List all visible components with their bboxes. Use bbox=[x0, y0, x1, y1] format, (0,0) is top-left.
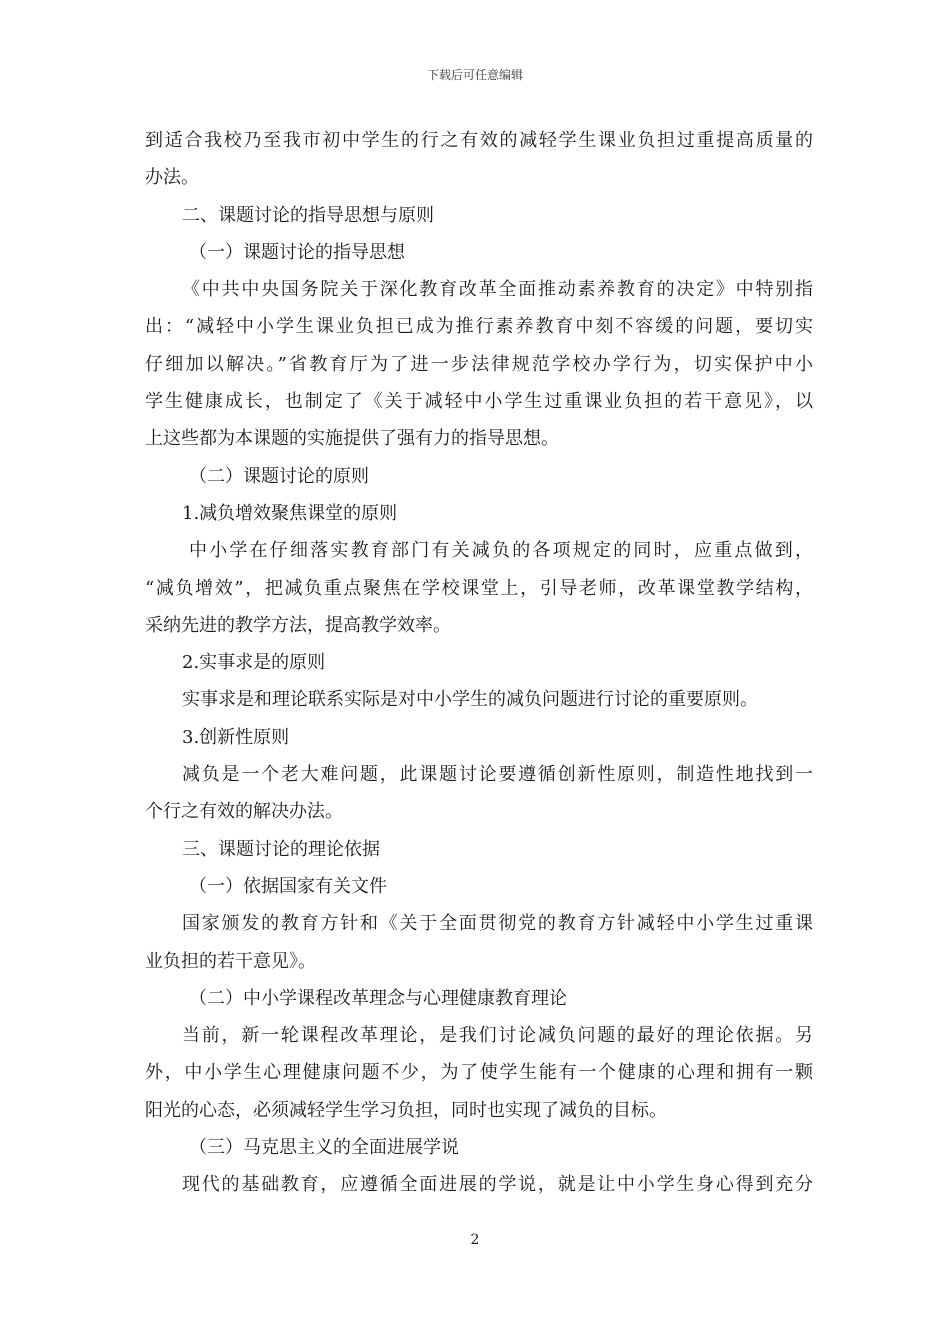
text-line: 采纳先进的教学方法，提高教学效率。 bbox=[145, 614, 451, 636]
text-line: “减负增效”，把减负重点聚焦在学校课堂上，引导老师，改革课堂教学结构， bbox=[145, 577, 813, 599]
text-line: 学生健康成长，也制定了《关于减轻中小学生过重课业负担的若干意见》，以 bbox=[145, 391, 813, 413]
text-line: （二）中小学课程改革理念与心理健康教育理论 bbox=[189, 987, 567, 1009]
text-line: （三）马克思主义的全面进展学说 bbox=[189, 1137, 459, 1159]
text-line: 3.创新性原则 bbox=[182, 726, 290, 748]
text-line: （一）课题讨论的指导思想 bbox=[189, 241, 405, 263]
text-line: 1.减负增效聚焦课堂的原则 bbox=[182, 502, 398, 524]
text-line: 减负是一个老大难问题，此课题讨论要遵循创新性原则，制造性地找到一 bbox=[182, 764, 813, 786]
text-line: 上这些都为本课题的实施提供了强有力的指导思想。 bbox=[145, 428, 559, 450]
text-line: 实事求是和理论联系实际是对中小学生的减负问题进行讨论的重要原则。 bbox=[182, 689, 758, 711]
document-body bbox=[145, 122, 813, 1204]
text-line: 到适合我校乃至我市初中学生的行之有效的减轻学生课业负担过重提高质量的 bbox=[145, 130, 813, 151]
page-number: 2 bbox=[470, 1232, 480, 1248]
text-line: 办法。 bbox=[145, 167, 199, 189]
text-line: 2.实事求是的原则 bbox=[182, 652, 326, 674]
text-line: 中小学在仔细落实教育部门有关减负的各项规定的同时，应重点做到， bbox=[189, 540, 813, 562]
text-line: 国家颁发的教育方针和《关于全面贯彻党的教育方针减轻中小学生过重课 bbox=[182, 913, 813, 935]
text-line: 当前，新一轮课程改革理论，是我们讨论减负问题的最好的理论依据。另 bbox=[182, 1025, 813, 1047]
text-line: 现代的基础教育，应遵循全面进展的学说，就是让中小学生身心得到充分 bbox=[182, 1174, 813, 1196]
page-header: 下载后可任意编辑 bbox=[426, 68, 523, 82]
text-line: （一）依据国家有关文件 bbox=[189, 875, 387, 897]
text-line: 外，中小学生心理健康问题不少，为了使学生能有一个健康的心理和拥有一颗 bbox=[145, 1062, 813, 1084]
text-line: （二）课题讨论的原则 bbox=[189, 465, 369, 487]
text-line: 出：“减轻中小学生课业负担已成为推行素养教育中刻不容缓的问题，要切实 bbox=[145, 316, 813, 338]
text-line: 二、课题讨论的指导思想与原则 bbox=[182, 204, 434, 226]
text-line: 三、课题讨论的理论依据 bbox=[182, 838, 380, 860]
text-line: 业负担的若干意见》。 bbox=[145, 950, 316, 972]
text-line: 仔细加以解决。”省教育厅为了进一步法律规范学校办学行为，切实保护中小 bbox=[145, 353, 813, 375]
text-line: 阳光的心态，必须减轻学生学习负担，同时也实现了减负的目标。 bbox=[145, 1099, 667, 1121]
text-line: 《中共中央国务院关于深化教育改革全面推动素养教育的决定》中特别指 bbox=[182, 279, 813, 301]
text-line: 个行之有效的解决办法。 bbox=[145, 801, 343, 823]
